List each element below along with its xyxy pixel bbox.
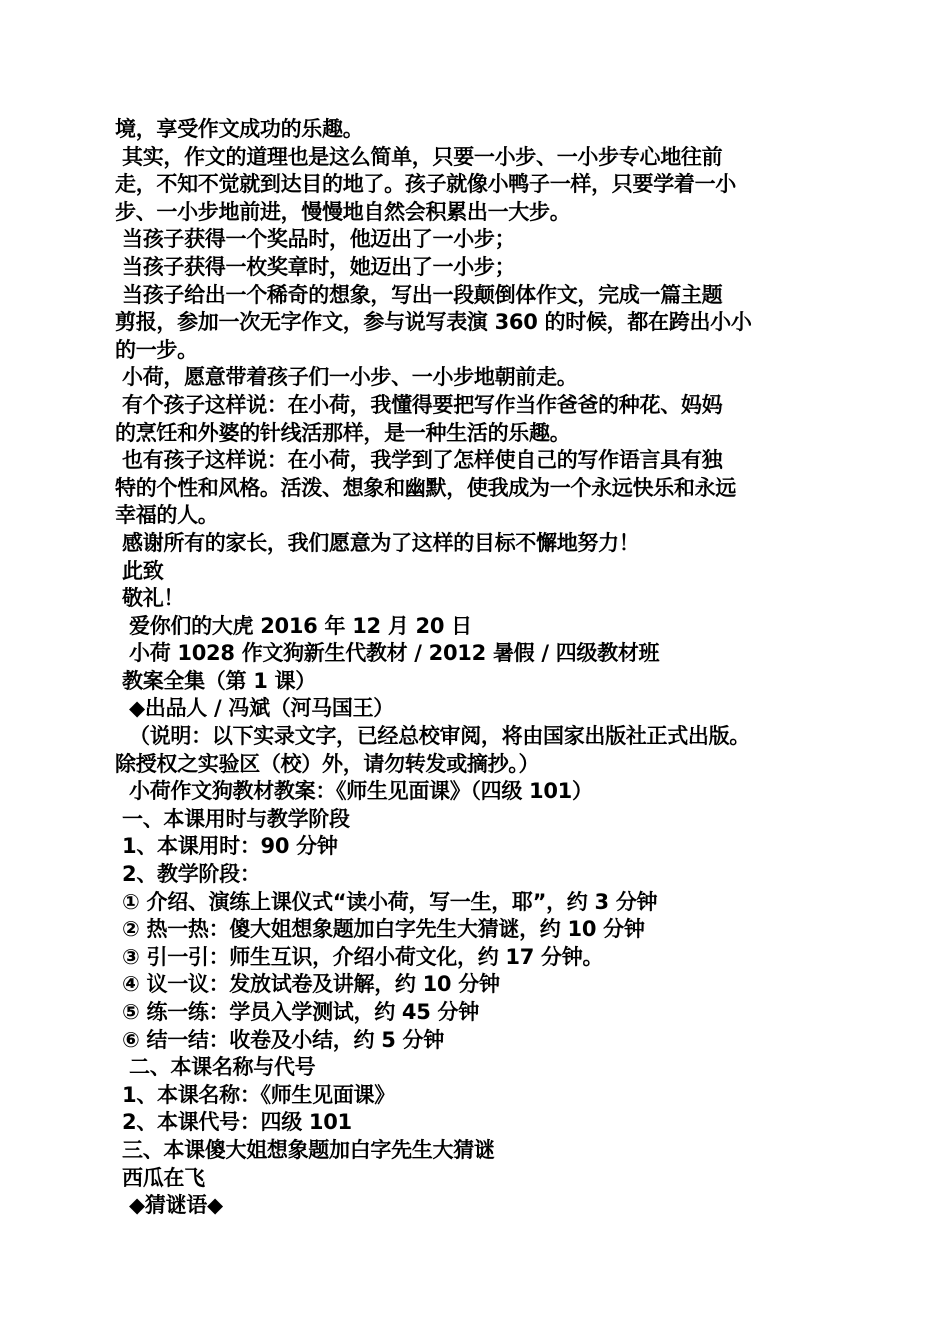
text-line: 爱你们的大虎 2016 年 12 月 20 日	[115, 613, 472, 638]
text-line: （说明：以下实录文字，已经总校审阅，将由国家出版社正式出版。	[115, 724, 751, 749]
text-line: 敬礼！	[115, 586, 185, 611]
text-line: 小荷 1028 作文狗新生代教材 / 2012 暑假 / 四级教材班	[115, 641, 660, 666]
text-line: 当孩子获得一个奖品时，他迈出了一小步；	[115, 227, 516, 252]
text-line: 走，不知不觉就到达目的地了。孩子就像小鸭子一样，只要学着一小	[115, 172, 736, 197]
text-line: 的烹饪和外婆的针线活那样，是一种生活的乐趣。	[115, 420, 571, 445]
text-line: 当孩子给出一个稀奇的想象，写出一段颠倒体作文，完成一篇主题	[115, 282, 723, 307]
text-line: ③ 引一引：师生互识，介绍小荷文化，约 17 分钟。	[115, 944, 604, 969]
text-line: 教案全集（第 1 课）	[115, 668, 316, 693]
text-line: 1、本课用时：90 分钟	[115, 834, 338, 859]
text-line: 也有孩子这样说：在小荷，我学到了怎样使自己的写作语言具有独	[115, 448, 723, 473]
text-line: ④ 议一议：发放试卷及讲解，约 10 分钟	[115, 972, 500, 997]
text-line: ② 热一热：傻大姐想象题加白字先生大猜谜，约 10 分钟	[115, 917, 645, 942]
text-line: 步、一小步地前进，慢慢地自然会积累出一大步。	[115, 199, 571, 224]
text-line: 小荷，愿意带着孩子们一小步、一小步地朝前走。	[115, 365, 578, 390]
text-line: ⑥ 结一结：收卷及小结，约 5 分钟	[115, 1027, 444, 1052]
text-line: 二、本课名称与代号	[115, 1055, 316, 1080]
text-line: 其实，作文的道理也是这么简单，只要一小步、一小步专心地往前	[115, 144, 723, 169]
text-line: ① 介绍、演练上课仪式“读小荷，写一生，耶”，约 3 分钟	[115, 889, 658, 914]
text-line: 感谢所有的家长，我们愿意为了这样的目标不懈地努力！	[115, 530, 640, 555]
text-line: 小荷作文狗教材教案：《师生见面课》（四级 101）	[115, 779, 593, 804]
text-line: 一、本课用时与教学阶段	[115, 806, 350, 831]
text-line: 除授权之实验区（校）外，请勿转发或摘抄。）	[115, 751, 540, 776]
text-line: 幸福的人。	[115, 503, 219, 528]
text-line: 有个孩子这样说：在小荷，我懂得要把写作当作爸爸的种花、妈妈	[115, 392, 723, 417]
text-line: ⑤ 练一练：学员入学测试，约 45 分钟	[115, 1000, 479, 1024]
text-line: 当孩子获得一枚奖章时，她迈出了一小步；	[115, 254, 516, 279]
text-line: 2、教学阶段：	[115, 862, 261, 887]
text-line: 2、本课代号：四级 101	[115, 1110, 352, 1135]
text-line: 西瓜在飞	[115, 1165, 205, 1190]
text-line: 境，享受作文成功的乐趣。	[115, 117, 364, 141]
document-body	[115, 116, 840, 1220]
text-line: 特的个性和风格。活泼、想象和幽默，使我成为一个永远快乐和永远	[115, 475, 736, 500]
text-line: ◆出品人 / 冯斌（河马国王）	[115, 696, 394, 721]
text-line: ◆猜谜语◆	[115, 1193, 223, 1218]
text-line: 的一步。	[115, 337, 198, 362]
text-line: 剪报，参加一次无字作文，参与说写表演 360 的时候，都在跨出小小	[115, 310, 752, 335]
text-line: 三、本课傻大姐想象题加白字先生大猜谜	[115, 1137, 495, 1162]
text-line: 此致	[115, 558, 164, 583]
text-line: 1、本课名称：《师生见面课》	[115, 1082, 395, 1107]
